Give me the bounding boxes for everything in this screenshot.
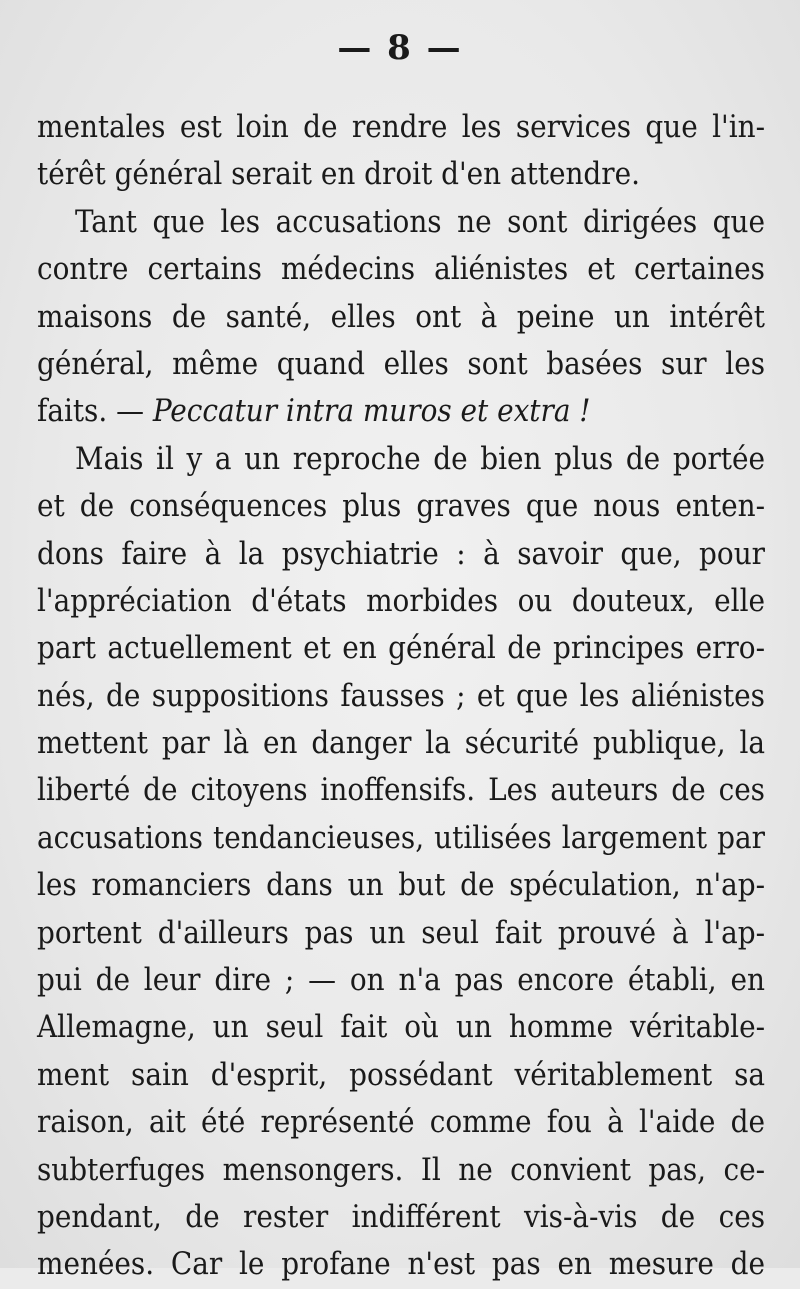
text-line: général, même quand elles sont basées sur les: [37, 345, 765, 382]
body-text: [37, 104, 765, 1289]
text-line: raison, ait été représenté comme fou à l'aide de: [37, 1104, 765, 1141]
page-number: — 8 —: [337, 28, 463, 68]
text-line: mentales est loin de rendre les services que l'in-: [37, 109, 765, 145]
text-line: térêt général serait en droit d'en attendre.: [37, 156, 640, 193]
text-line: les romanciers dans un but de spéculation, n'ap-: [37, 867, 765, 904]
latin-quote: Peccatur intra muros et extra !: [152, 393, 591, 430]
text-line: pui de leur dire ; — on n'a pas encore établi, en: [37, 962, 765, 999]
text-line: accusations tendancieuses, utilisées largement par: [37, 819, 765, 856]
text-line: l'appréciation d'états morbides ou douteux, elle: [37, 582, 765, 619]
text-line: part actuellement et en général de principes erro-: [37, 630, 765, 667]
text-line: subterfuges mensongers. Il ne convient pas, ce-: [37, 1151, 765, 1188]
text-line: maisons de santé, elles ont à peine un intérêt: [37, 298, 765, 335]
text-line: nés, de suppositions fausses ; et que les aliénistes: [37, 677, 765, 714]
text-line: menées. Car le profane n'est pas en mesure de: [37, 1246, 765, 1283]
text-line: pendant, de rester indifférent vis-à-vis de ces: [37, 1198, 765, 1235]
text-line: Tant que les accusations ne sont dirigées que: [75, 203, 765, 240]
text-line: ment sain d'esprit, possédant véritablement sa: [37, 1056, 765, 1093]
text-line-lead: faits. —: [37, 393, 153, 430]
text-line: mettent par là en danger la sécurité publique, la: [37, 725, 765, 762]
text-line: dons faire à la psychiatrie : à savoir que, pour: [37, 535, 765, 572]
text-line: et de conséquences plus graves que nous enten-: [37, 488, 765, 525]
text-line: liberté de citoyens inoffensifs. Les auteurs de ces: [37, 772, 765, 809]
text-line-with-quote: [37, 388, 765, 435]
text-line: contre certains médecins aliénistes et certaines: [37, 251, 765, 288]
text-line: Mais il y a un reproche de bien plus de portée: [75, 440, 765, 477]
text-line: Allemagne, un seul fait où un homme véritable-: [37, 1009, 765, 1046]
text-line: portent d'ailleurs pas un seul fait prouvé à l'ap-: [37, 914, 765, 951]
